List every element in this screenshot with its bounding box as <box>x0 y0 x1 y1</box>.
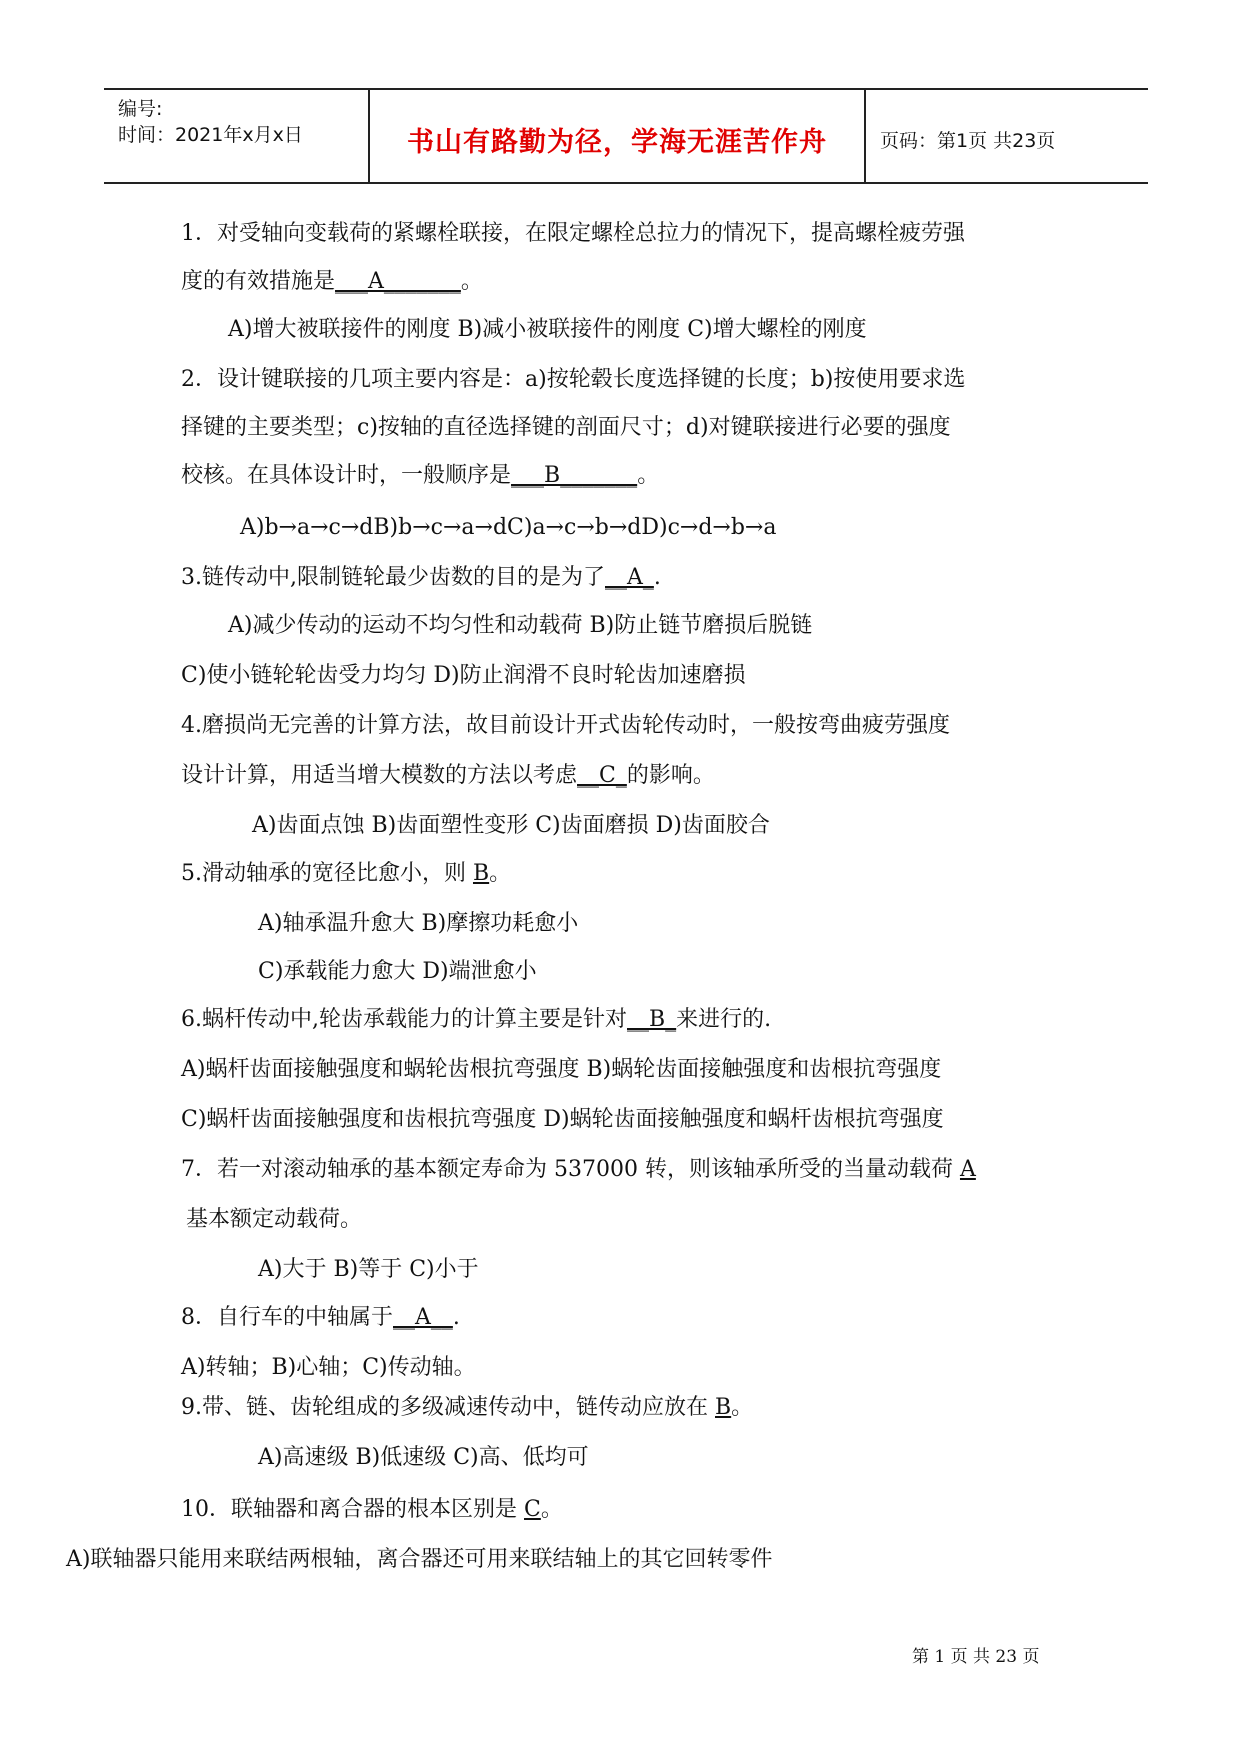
q2-text-end: 。 <box>637 463 660 488</box>
page-header <box>104 88 1148 184</box>
q4-answer: __C_ <box>577 763 627 788</box>
document-date: 时间：2021年x月x日 <box>118 124 303 146</box>
q2-line-1: 2．设计键联接的几项主要内容是：a)按轮毂长度选择键的长度；b)按使用要求选 <box>181 367 966 392</box>
header-motto: 书山有路勤为径，学海无涯苦作舟 <box>407 127 827 158</box>
q4-options: A)齿面点蚀 B)齿面塑性变形 C)齿面磨损 D)齿面胶合 <box>252 813 770 838</box>
q6-text-end: 来进行的. <box>676 1007 772 1032</box>
q2-line-2: 择键的主要类型；c)按轴的直径选择键的剖面尺寸；d)对键联接进行必要的强度 <box>181 415 951 440</box>
q8-text-end: . <box>452 1305 460 1330</box>
q6-answer: __B_ <box>627 1007 677 1032</box>
q5-text: 5.滑动轴承的宽径比愈小，则 <box>181 861 473 886</box>
q3-line-1 <box>181 564 661 592</box>
q10-options: A)联轴器只能用来联结两根轴，离合器还可用来联结轴上的其它回转零件 <box>66 1547 773 1572</box>
q8-options: A)转轴；B)心轴；C)传动轴。 <box>181 1355 476 1380</box>
q4-line-2 <box>181 762 715 790</box>
q4-text-end: 的影响。 <box>626 763 715 788</box>
q4-text: 设计计算，用适当增大模数的方法以考虑 <box>181 763 578 788</box>
header-left-cell <box>104 90 370 182</box>
q10-answer: C <box>524 1497 541 1522</box>
q8-text: 8．自行车的中轴属于 <box>181 1305 393 1330</box>
q3-answer: __A_ <box>605 565 654 590</box>
q1-options: A)增大被联接件的刚度 B)减小被联接件的刚度 C)增大螺栓的刚度 <box>228 317 867 342</box>
q7-text: 7．若一对滚动轴承的基本额定寿命为 537000 转，则该轴承所受的当量动载荷 <box>181 1157 960 1182</box>
header-page-info: 页码：第1页 共23页 <box>880 130 1056 152</box>
q2-answer: ___B_______ <box>511 463 638 488</box>
q8-line-1 <box>181 1304 460 1332</box>
q9-options: A)高速级 B)低速级 C)高、低均可 <box>258 1445 589 1470</box>
q5-options-1: A)轴承温升愈大 B)摩擦功耗愈小 <box>258 911 579 936</box>
q1-line-2 <box>181 268 483 296</box>
q5-line-1 <box>181 860 511 888</box>
q10-text: 10．联轴器和离合器的根本区别是 <box>181 1497 524 1522</box>
q7-line-1 <box>181 1156 976 1184</box>
q7-answer: A <box>959 1157 976 1182</box>
document-number-label: 编号: <box>118 98 163 120</box>
q9-answer: B <box>715 1395 732 1420</box>
q6-options-1: A)蜗杆齿面接触强度和蜗轮齿根抗弯强度 B)蜗轮齿面接触强度和齿根抗弯强度 <box>181 1057 942 1082</box>
q5-answer: B <box>472 861 490 886</box>
q3-options-1: A)减少传动的运动不均匀性和动载荷 B)防止链节磨损后脱链 <box>228 613 813 638</box>
q3-text-end: . <box>653 565 661 590</box>
q6-text: 6.蜗杆传动中,轮齿承载能力的计算主要是针对 <box>181 1007 627 1032</box>
q4-line-1: 4.磨损尚无完善的计算方法，故目前设计开式齿轮传动时，一般按弯曲疲劳强度 <box>181 713 950 738</box>
q6-options-2: C)蜗杆齿面接触强度和齿根抗弯强度 D)蜗轮齿面接触强度和蜗杆齿根抗弯强度 <box>181 1107 944 1132</box>
q1-line-1: 1．对受轴向变载荷的紧螺栓联接，在限定螺栓总拉力的情况下，提高螺栓疲劳强 <box>181 221 965 246</box>
page-footer: 第 1 页 共 23 页 <box>912 1647 1040 1667</box>
header-right-cell <box>866 90 1148 182</box>
q7-line-2: 基本额定动载荷。 <box>186 1207 363 1232</box>
q1-text: 度的有效措施是 <box>181 269 336 294</box>
q2-text: 校核。在具体设计时，一般顺序是 <box>181 463 512 488</box>
q3-text: 3.链传动中,限制链轮最少齿数的目的是为了 <box>181 565 605 590</box>
q1-text-end: 。 <box>460 269 483 294</box>
q2-options: A)b→a→c→dB)b→c→a→dC)a→c→b→dD)c→d→b→a <box>240 515 777 540</box>
q5-options-2: C)承载能力愈大 D)端泄愈小 <box>258 959 537 984</box>
q10-line-1 <box>181 1496 563 1524</box>
q6-line-1 <box>181 1006 771 1034</box>
q1-answer: ___A_______ <box>335 269 461 294</box>
q3-options-2: C)使小链轮轮齿受力均匀 D)防止润滑不良时轮齿加速磨损 <box>181 663 746 688</box>
q2-line-3 <box>181 462 659 490</box>
q9-text: 9.带、链、齿轮组成的多级减速传动中，链传动应放在 <box>181 1395 715 1420</box>
q5-text-end: 。 <box>489 861 512 886</box>
q7-options: A)大于 B)等于 C)小于 <box>258 1257 479 1282</box>
header-middle-cell <box>370 90 866 182</box>
q9-line-1 <box>181 1394 753 1422</box>
q10-text-end: 。 <box>540 1497 563 1522</box>
q8-answer: __A__ <box>393 1305 453 1330</box>
q9-text-end: 。 <box>731 1395 754 1420</box>
